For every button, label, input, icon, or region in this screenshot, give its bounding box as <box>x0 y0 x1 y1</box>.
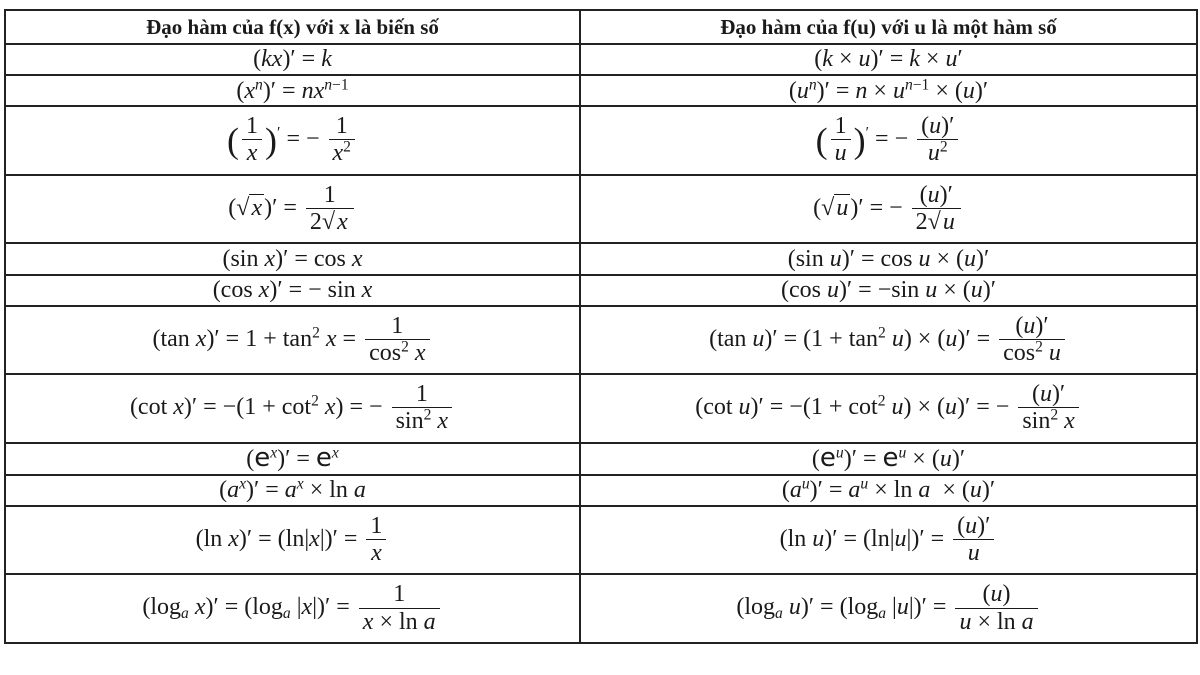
row-tangent <box>5 306 1197 375</box>
row-log-base-a <box>5 574 1197 643</box>
row-cotangent <box>5 374 1197 443</box>
row-cosine <box>5 275 1197 306</box>
formula: $(e^u)' = e^u \times (u)'$ <box>811 443 966 474</box>
formula: ( $\frac{1}{u}$ )′ = − $\frac{(u)'}{u^2}$ <box>816 126 962 152</box>
formula-cell <box>5 574 580 643</box>
formula-cell <box>580 574 1197 643</box>
formula: (√x)′ = $\frac{1}{2√x}$ <box>228 195 356 221</box>
formula-cell <box>580 175 1197 244</box>
formula-cell <box>580 106 1197 175</box>
formula: $(x^n)' = nx^{n-1}$ <box>236 75 349 104</box>
formula: $(u^n)' = n \times u^{n-1} \times (u)'$ <box>788 75 989 104</box>
formula-cell <box>580 306 1197 375</box>
row-square-root <box>5 175 1197 244</box>
formula-cell <box>580 443 1197 475</box>
formula: (kx)′ = k <box>253 46 332 73</box>
formula-cell <box>580 75 1197 106</box>
formula: (cos x)′ = − sin x <box>212 276 373 303</box>
formula-cell <box>5 374 580 443</box>
row-constant-multiple <box>5 44 1197 75</box>
formula-cell <box>5 275 580 306</box>
formula: $(a^u)' = a^u \times \ln a \times (u)'$ <box>781 475 996 504</box>
formula: (sin u)′ = cos u × (u)′ <box>787 245 990 272</box>
derivative-table <box>4 9 1198 644</box>
formula-cell <box>5 44 580 75</box>
formula: (ln x)′ = (ln|x|)′ = $\frac{1}{x}$ <box>196 526 390 552</box>
formula: (tan $x)' = 1 + \tan^2 x$ = $\frac{1}{\cos^2 x}$ <box>152 326 432 352</box>
header-variable-x: Đạo hàm của f(x) với x là biến số <box>5 10 580 44</box>
formula-cell <box>5 306 580 375</box>
row-reciprocal <box>5 106 1197 175</box>
formula: (cos u)′ = −sin u × (u)′ <box>780 276 997 303</box>
row-power <box>5 75 1197 106</box>
formula-cell <box>580 374 1197 443</box>
formula: ($\log_a$ $x)' = (\log_a$ |x|)′ = $\frac{1}{\text{x × ln a}}$ <box>142 594 442 620</box>
formula-cell <box>580 506 1197 575</box>
formula-cell <box>580 44 1197 75</box>
formula: $(e^x)' = e^x$ <box>246 443 339 474</box>
formula-cell <box>5 475 580 506</box>
formula: (ln u)′ = (ln|u|)′ = $\frac{(u)'}{u}$ <box>780 526 998 552</box>
formula-cell <box>5 106 580 175</box>
formula-cell <box>5 243 580 274</box>
formula: (√u)′ = − $\frac{(u)'}{2√u}$ <box>813 195 964 221</box>
formula-cell <box>5 443 580 475</box>
formula-cell <box>5 175 580 244</box>
row-sine <box>5 243 1197 274</box>
row-natural-log <box>5 506 1197 575</box>
formula-cell <box>580 243 1197 274</box>
formula: $(a^x)' = a^x \times \ln a$ <box>219 475 366 504</box>
formula: ($\log_a$ $u)' = (\log_a$ |u|)′ = $\frac{(u)}{\text{u × ln a}}$ <box>736 594 1040 620</box>
row-exponential-a <box>5 475 1197 506</box>
formula: (cot $u)' = -(1 + \cot^2 u) \times (u)'$ = − $\frac{(u)'}{\sin^2 x}$ <box>695 394 1082 420</box>
formula: ( $\frac{1}{x}$ )′ = − $\frac{1}{x^2}$ <box>227 126 358 152</box>
formula: (sin x)′ = cos x <box>222 245 363 272</box>
formula-cell <box>5 75 580 106</box>
formula-cell <box>5 506 580 575</box>
header-row <box>5 10 1197 44</box>
formula: (cot $x)' = -(1 + \cot^2 x)$ = − $\frac{1}{\sin^2 x}$ <box>130 394 455 420</box>
formula: (k × u)′ = k × u′ <box>814 46 963 73</box>
row-exponential-e <box>5 443 1197 475</box>
header-function-u: Đạo hàm của f(u) với u là một hàm số <box>580 10 1197 44</box>
formula: (tan $u)' = (1 + \tan^2 u) \times (u)'$ = $\frac{(u)'}{\cos^2 u}$ <box>709 326 1068 352</box>
formula-cell <box>580 475 1197 506</box>
formula-cell <box>580 275 1197 306</box>
